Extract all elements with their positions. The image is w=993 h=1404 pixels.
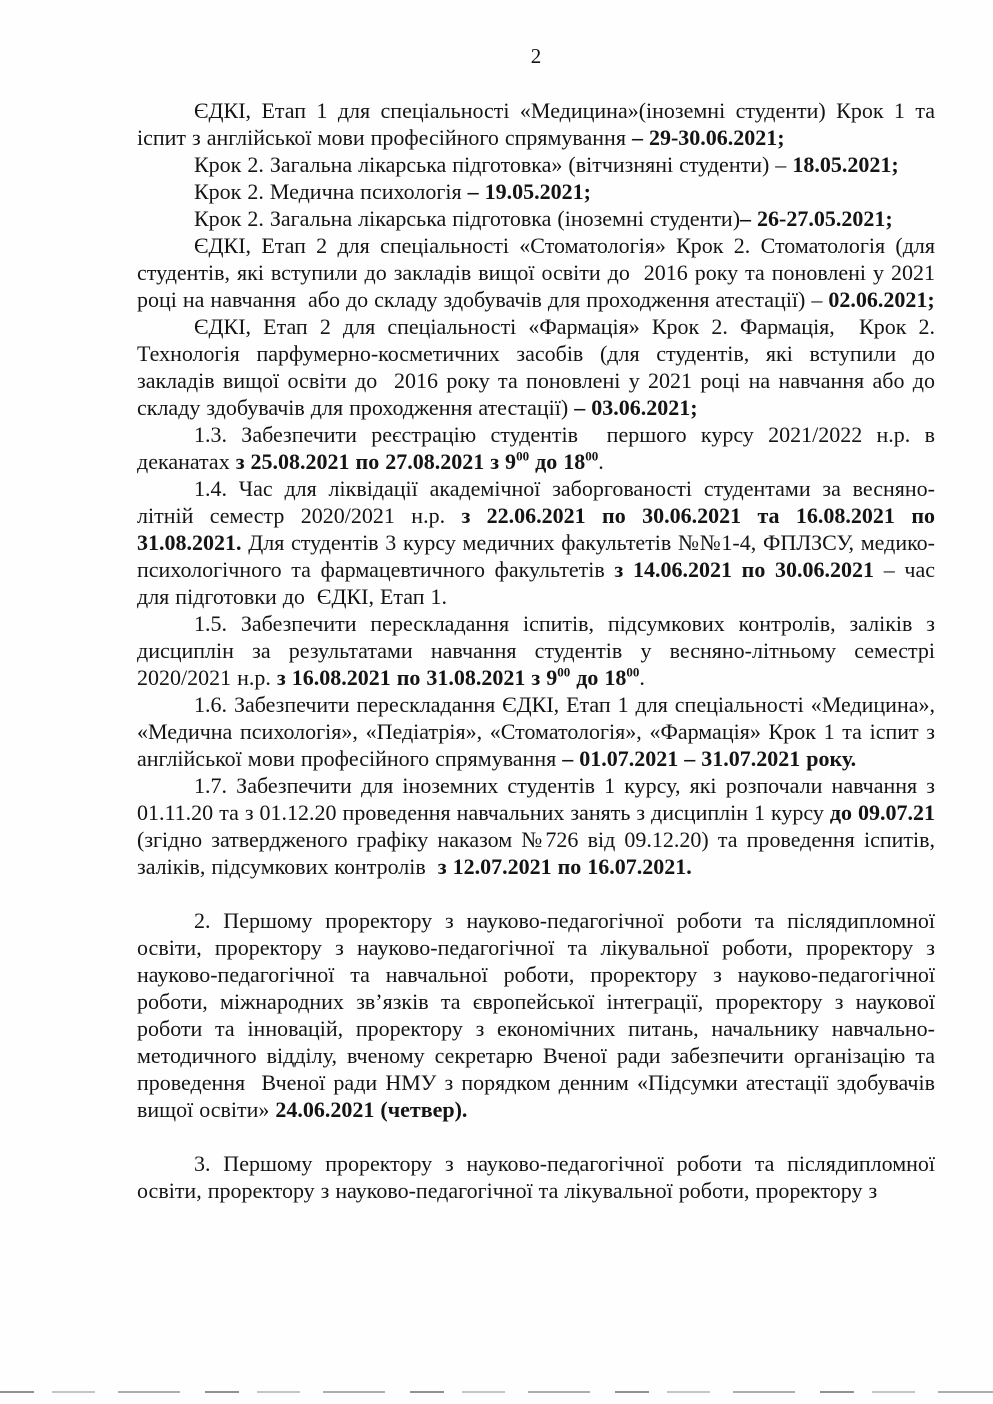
paragraph <box>137 205 935 232</box>
bold-text: – 19.05.2021; <box>467 179 591 204</box>
body-text: Для студентів 3 курсу медичних факультетів №№1-4, ФПЛЗСУ, медико-психологічного та фармацевтичного факультетів <box>137 530 935 582</box>
paragraph <box>137 610 935 691</box>
body-text: ЄДКІ, Етап 2 для спеціальності «Стоматологія» Крок 2. Стоматологія (для студентів, які вступили до закладів вищої освіти до 2016 року та поновлені у 2021 році на навчання або до складу здобувачів для проходження атестації) – <box>137 233 935 312</box>
paragraph <box>137 97 935 151</box>
bold-text: 02.06.2021; <box>828 287 935 312</box>
bold-text: 24.06.2021 (четвер). <box>275 1097 468 1122</box>
body-text: 1.5. Забезпечити перескладання іспитів, підсумкових контролів, заліків з дисциплін за результатами навчання студентів у весняно-літньому семестрі 2020/2021 н.р. <box>137 611 935 690</box>
bold-text: до 18 <box>529 449 586 474</box>
bold-text: з 25.08.2021 по 27.08.2021 з 9 <box>235 449 517 474</box>
superscript-text: 00 <box>557 664 571 680</box>
bold-text: до 18 <box>570 665 627 690</box>
body-text: 1.6. Забезпечити перескладання ЄДКІ, Етап 1 для спеціальності «Медицина», «Медична психологія», «Педіатрія», «Стоматологія», «Фармація» Крок 1 та іспит з англійської мови професійного спрямування <box>137 692 935 771</box>
bold-text: – 29-30.06.2021; <box>631 125 785 150</box>
paragraph <box>137 232 935 313</box>
bold-text: – 01.07.2021 – 31.07.2021 року. <box>562 746 857 771</box>
superscript-text: 00 <box>626 664 640 680</box>
body-text: Крок 2. Загальна лікарська підготовка (іноземні студенти) <box>194 206 741 231</box>
bold-text: з 22.06.2021 по 30.06.2021 та 16.08.2021 по 31.08.2021. <box>137 503 935 555</box>
paragraph <box>137 907 935 1123</box>
body-text: Крок 2. Медична психологія <box>194 179 468 204</box>
body-text: Крок 2. Загальна лікарська підготовка» (вітчизняні студенти) – <box>194 152 793 177</box>
body-text: 1.3. Забезпечити реєстрацію студентів першого курсу 2021/2022 н.р. в деканатах <box>137 422 935 474</box>
paragraph <box>137 772 935 880</box>
body-text: (згідно затвердженого графіку наказом №726 від 09.12.20) та проведення іспитів, заліків, підсумкових контролів <box>137 827 935 879</box>
superscript-text: 00 <box>585 448 599 464</box>
body-text: ЄДКІ, Етап 2 для спеціальності «Фармація» Крок 2. Фармація, Крок 2. Технологія парфумерно-косметичних засобів (для студентів, які вступили до закладів вищої освіти до 2016 року та поновлені у 2021 році на навчання або до складу здобувачів для проходження атестації) <box>137 314 935 420</box>
bold-text: до 09.07.21 <box>829 800 935 825</box>
paragraph <box>137 178 935 205</box>
bold-text: – 26-27.05.2021; <box>740 206 893 231</box>
body-text: . <box>598 449 604 474</box>
scan-artifact-line <box>0 1391 993 1393</box>
body-text: 3. Першому проректору з науково-педагогічної роботи та післядипломної освіти, проректору з науково-педагогічної та лікувальної роботи, проректору з <box>137 1151 935 1203</box>
paragraph <box>137 691 935 772</box>
paragraph <box>137 475 935 610</box>
paragraph <box>137 1150 935 1204</box>
paragraph <box>137 421 935 475</box>
paragraph <box>137 151 935 178</box>
body-text: – час для підготовки до ЄДКІ, Етап 1. <box>137 557 935 609</box>
bold-text: – 03.06.2021; <box>574 395 698 420</box>
bold-text: з 14.06.2021 по 30.06.2021 <box>614 557 875 582</box>
body-text: 2. Першому проректору з науково-педагогічної роботи та післядипломної освіти, проректору з науково-педагогічної та лікувальної роботи, проректору з науково-педагогічної та навчальної роботи, проректору з науково-педагогічної роботи, міжнародних зв’язків та європейської інтеграції, проректору з наукової роботи та інновацій, проректору з економічних питань, начальнику навчально-методичного відділу, вченому секретарю Вченої ради забезпечити організацію та проведення Вченої ради НМУ з порядком денним «Підсумки атестації здобувачів вищої освіти» <box>137 908 935 1122</box>
bold-text: 18.05.2021; <box>792 152 899 177</box>
body-text: 1.4. Час для ліквідації академічної заборгованості студентами за весняно-літній семестр 2020/2021 н.р. <box>137 476 935 528</box>
bold-text: з 16.08.2021 по 31.08.2021 з 9 <box>276 665 558 690</box>
document-body <box>137 97 935 1204</box>
body-text: 1.7. Забезпечити для іноземних студентів 1 курсу, які розпочали навчання з 01.11.20 та з 01.12.20 проведення навчальних занять з дисциплін 1 курсу <box>137 773 935 825</box>
body-text: . <box>639 665 645 690</box>
superscript-text: 00 <box>516 448 530 464</box>
body-text: ЄДКІ, Етап 1 для спеціальності «Медицина»(іноземні студенти) Крок 1 та іспит з англійської мови професійного спрямування <box>137 98 935 150</box>
page-number: 2 <box>530 44 542 68</box>
bold-text: з 12.07.2021 по 16.07.2021. <box>437 854 692 879</box>
paragraph <box>137 313 935 421</box>
